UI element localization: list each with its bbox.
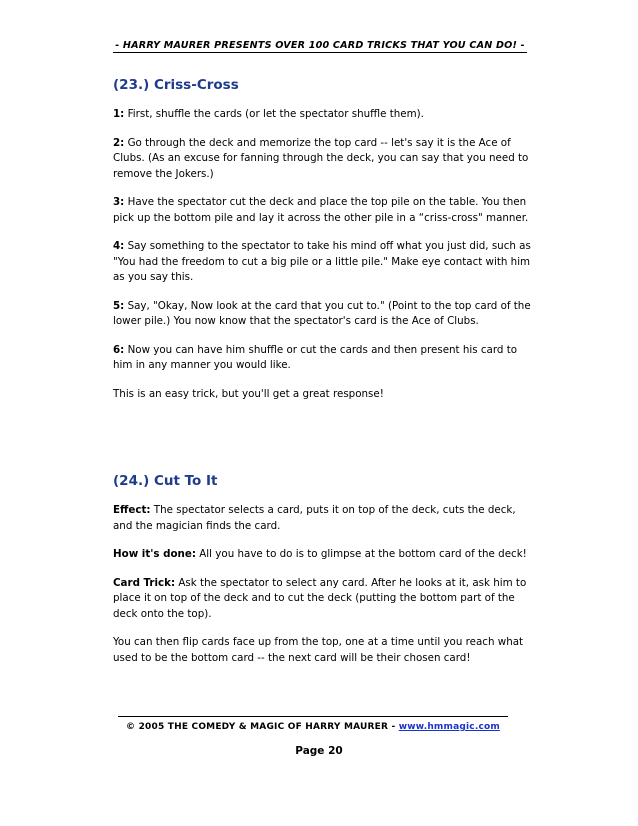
step-text: Say something to the spectator to take his mind off what you just did, such as "You had the freedom to cut a big pile or a little pile." Make eye contact with him as you say this. [113,240,531,283]
paragraph-flip-cards [113,635,533,666]
paragraph-step-1 [113,107,533,123]
step-label: 5: [113,299,125,312]
paragraph-step-3 [113,195,533,226]
section-heading-cut-to-it: (24.) Cut To It [113,473,218,489]
paragraph-closing-note [113,387,533,403]
header-divider [113,52,527,53]
how-label: How it's done: [113,548,196,560]
closing-text: This is an easy trick, but you'll get a great response! [113,387,384,400]
card-trick-text: Ask the spectator to select any card. After he looks at it, ask him to place it on top of the deck and to cut the deck (putting the bottom part of the deck onto the top). [113,576,527,620]
running-header: - HARRY MAURER PRESENTS OVER 100 CARD TRICKS THAT YOU CAN DO! - [115,40,525,51]
paragraph-effect [113,503,533,534]
step-label: 2: [113,136,125,149]
page-number: Page 20 [295,745,343,757]
step-text: Say, "Okay, Now look at the card that you cut to." (Point to the top card of the lower pile.) You now know that the spectator's card is the Ace of Clubs. [113,299,531,327]
footer-divider [118,716,508,717]
step-label: 3: [113,196,125,208]
paragraph-step-5 [113,299,533,330]
website-link[interactable]: www.hmmagic.com [398,722,500,732]
effect-label: Effect: [113,504,151,516]
document-body [113,76,533,679]
step-label: 6: [113,343,125,356]
paragraph-step-2 [113,136,533,183]
paragraph-how-its-done [113,547,533,563]
card-trick-label: Card Trick: [113,576,176,589]
how-text: All you have to do is to glimpse at the bottom card of the deck! [195,548,527,560]
step-text: Now you can have him shuffle or cut the cards and then present his card to him in any manner you would like. [113,343,518,371]
step-text: Have the spectator cut the deck and place the top pile on the table. You then pick up the bottom pile and lay it across the other pile in a “criss-cross" manner. [113,196,529,224]
footer [118,722,508,732]
step-text: First, shuffle the cards (or let the spectator shuffle them). [124,108,424,120]
copyright-text: © 2005 THE COMEDY & MAGIC OF HARRY MAURER - [126,722,399,732]
effect-text: The spectator selects a card, puts it on top of the deck, cuts the deck, and the magician finds the card. [113,504,516,532]
paragraph-step-4 [113,239,533,286]
section-heading-criss-cross: (23.) Criss-Cross [113,77,239,93]
step-label: 4: [113,240,125,252]
paragraph-step-6 [113,343,533,374]
paragraph-card-trick [113,576,533,623]
step-text: Go through the deck and memorize the top card -- let's say it is the Ace of Clubs. (As an excuse for fanning through the deck, you can say that you need to remove the Jokers.) [113,136,529,180]
flip-text: You can then flip cards face up from the top, one at a time until you reach what used to be the bottom card -- the next card will be their chosen card! [113,636,524,664]
step-label: 1: [113,108,125,120]
